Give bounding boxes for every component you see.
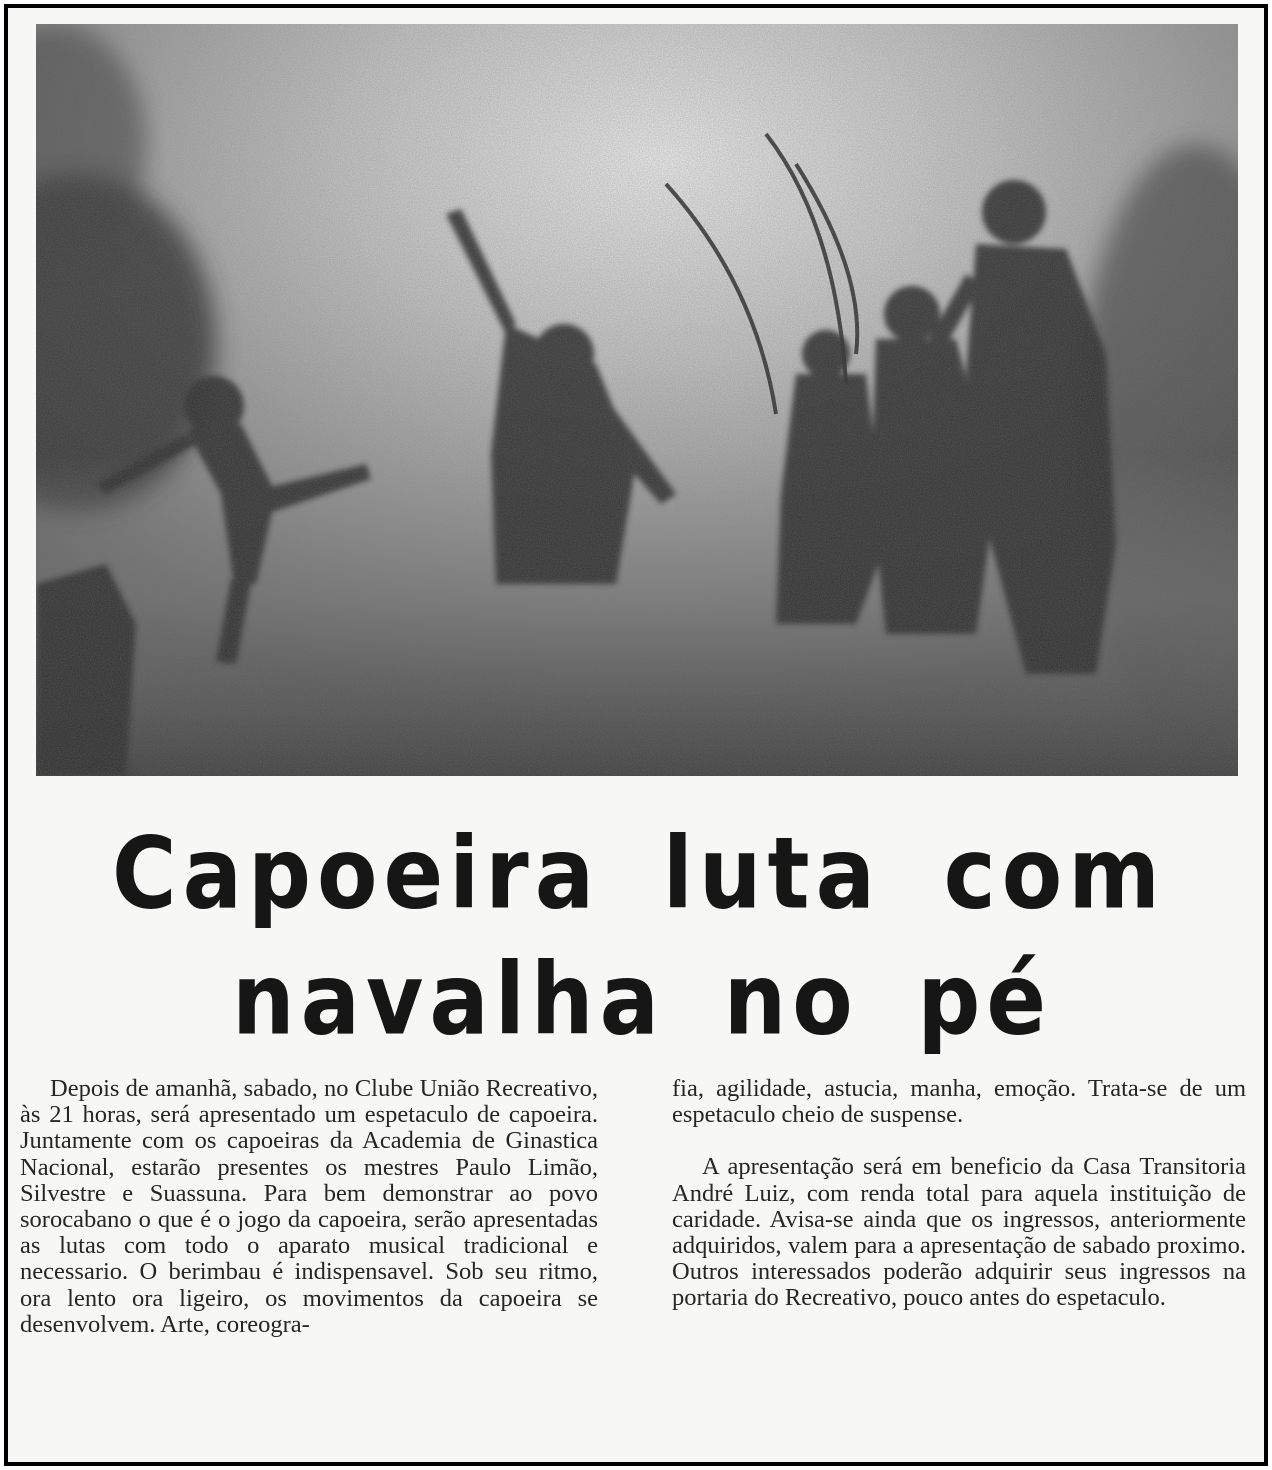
right-column-paragraph-1: fia, agilidade, astucia, manha, emoção. Trata-se de um espetaculo cheio de suspense.: [672, 1075, 1246, 1129]
article-photo: [36, 24, 1238, 776]
capoeira-photo-illustration: [36, 24, 1238, 776]
article-body-right-column: [672, 1076, 1246, 1312]
headline-line-1: Capoeira luta com: [112, 815, 1166, 932]
headline-line-2: navalha no pé: [231, 941, 1053, 1058]
article-body-left-column: Depois de amanhã, sabado, no Clube União Recreativo, às 21 horas, será apresentado um espetaculo de capoeira. Juntamente com os capoeiras da Academia de Ginastica Nacional, estarão presentes os mestres Paulo Limão, Silvestre e Suassuna. Para bem demonstrar ao povo sorocabano o que é o jogo da capoeira, serão apresentadas as lutas com todo o aparato musical tradicional e necessario. O berimbau é indispensavel. Sob seu ritmo, ora lento ora ligeiro, os movimentos da capoeira se desenvolvem. Arte, coreogra-: [20, 1075, 598, 1338]
right-column-paragraph-2: A apresentação será em beneficio da Casa Transitoria André Luiz, com renda total para aquela instituição de caridade. Avisa-se ainda que os ingressos, anteriormente adquiridos, valem para a apresentação de sabado proximo. Outros interessados poderão adquirir seus ingressos na portaria do Recreativo, pouco antes do espetaculo.: [672, 1153, 1246, 1312]
newspaper-clipping: [4, 4, 1268, 1466]
